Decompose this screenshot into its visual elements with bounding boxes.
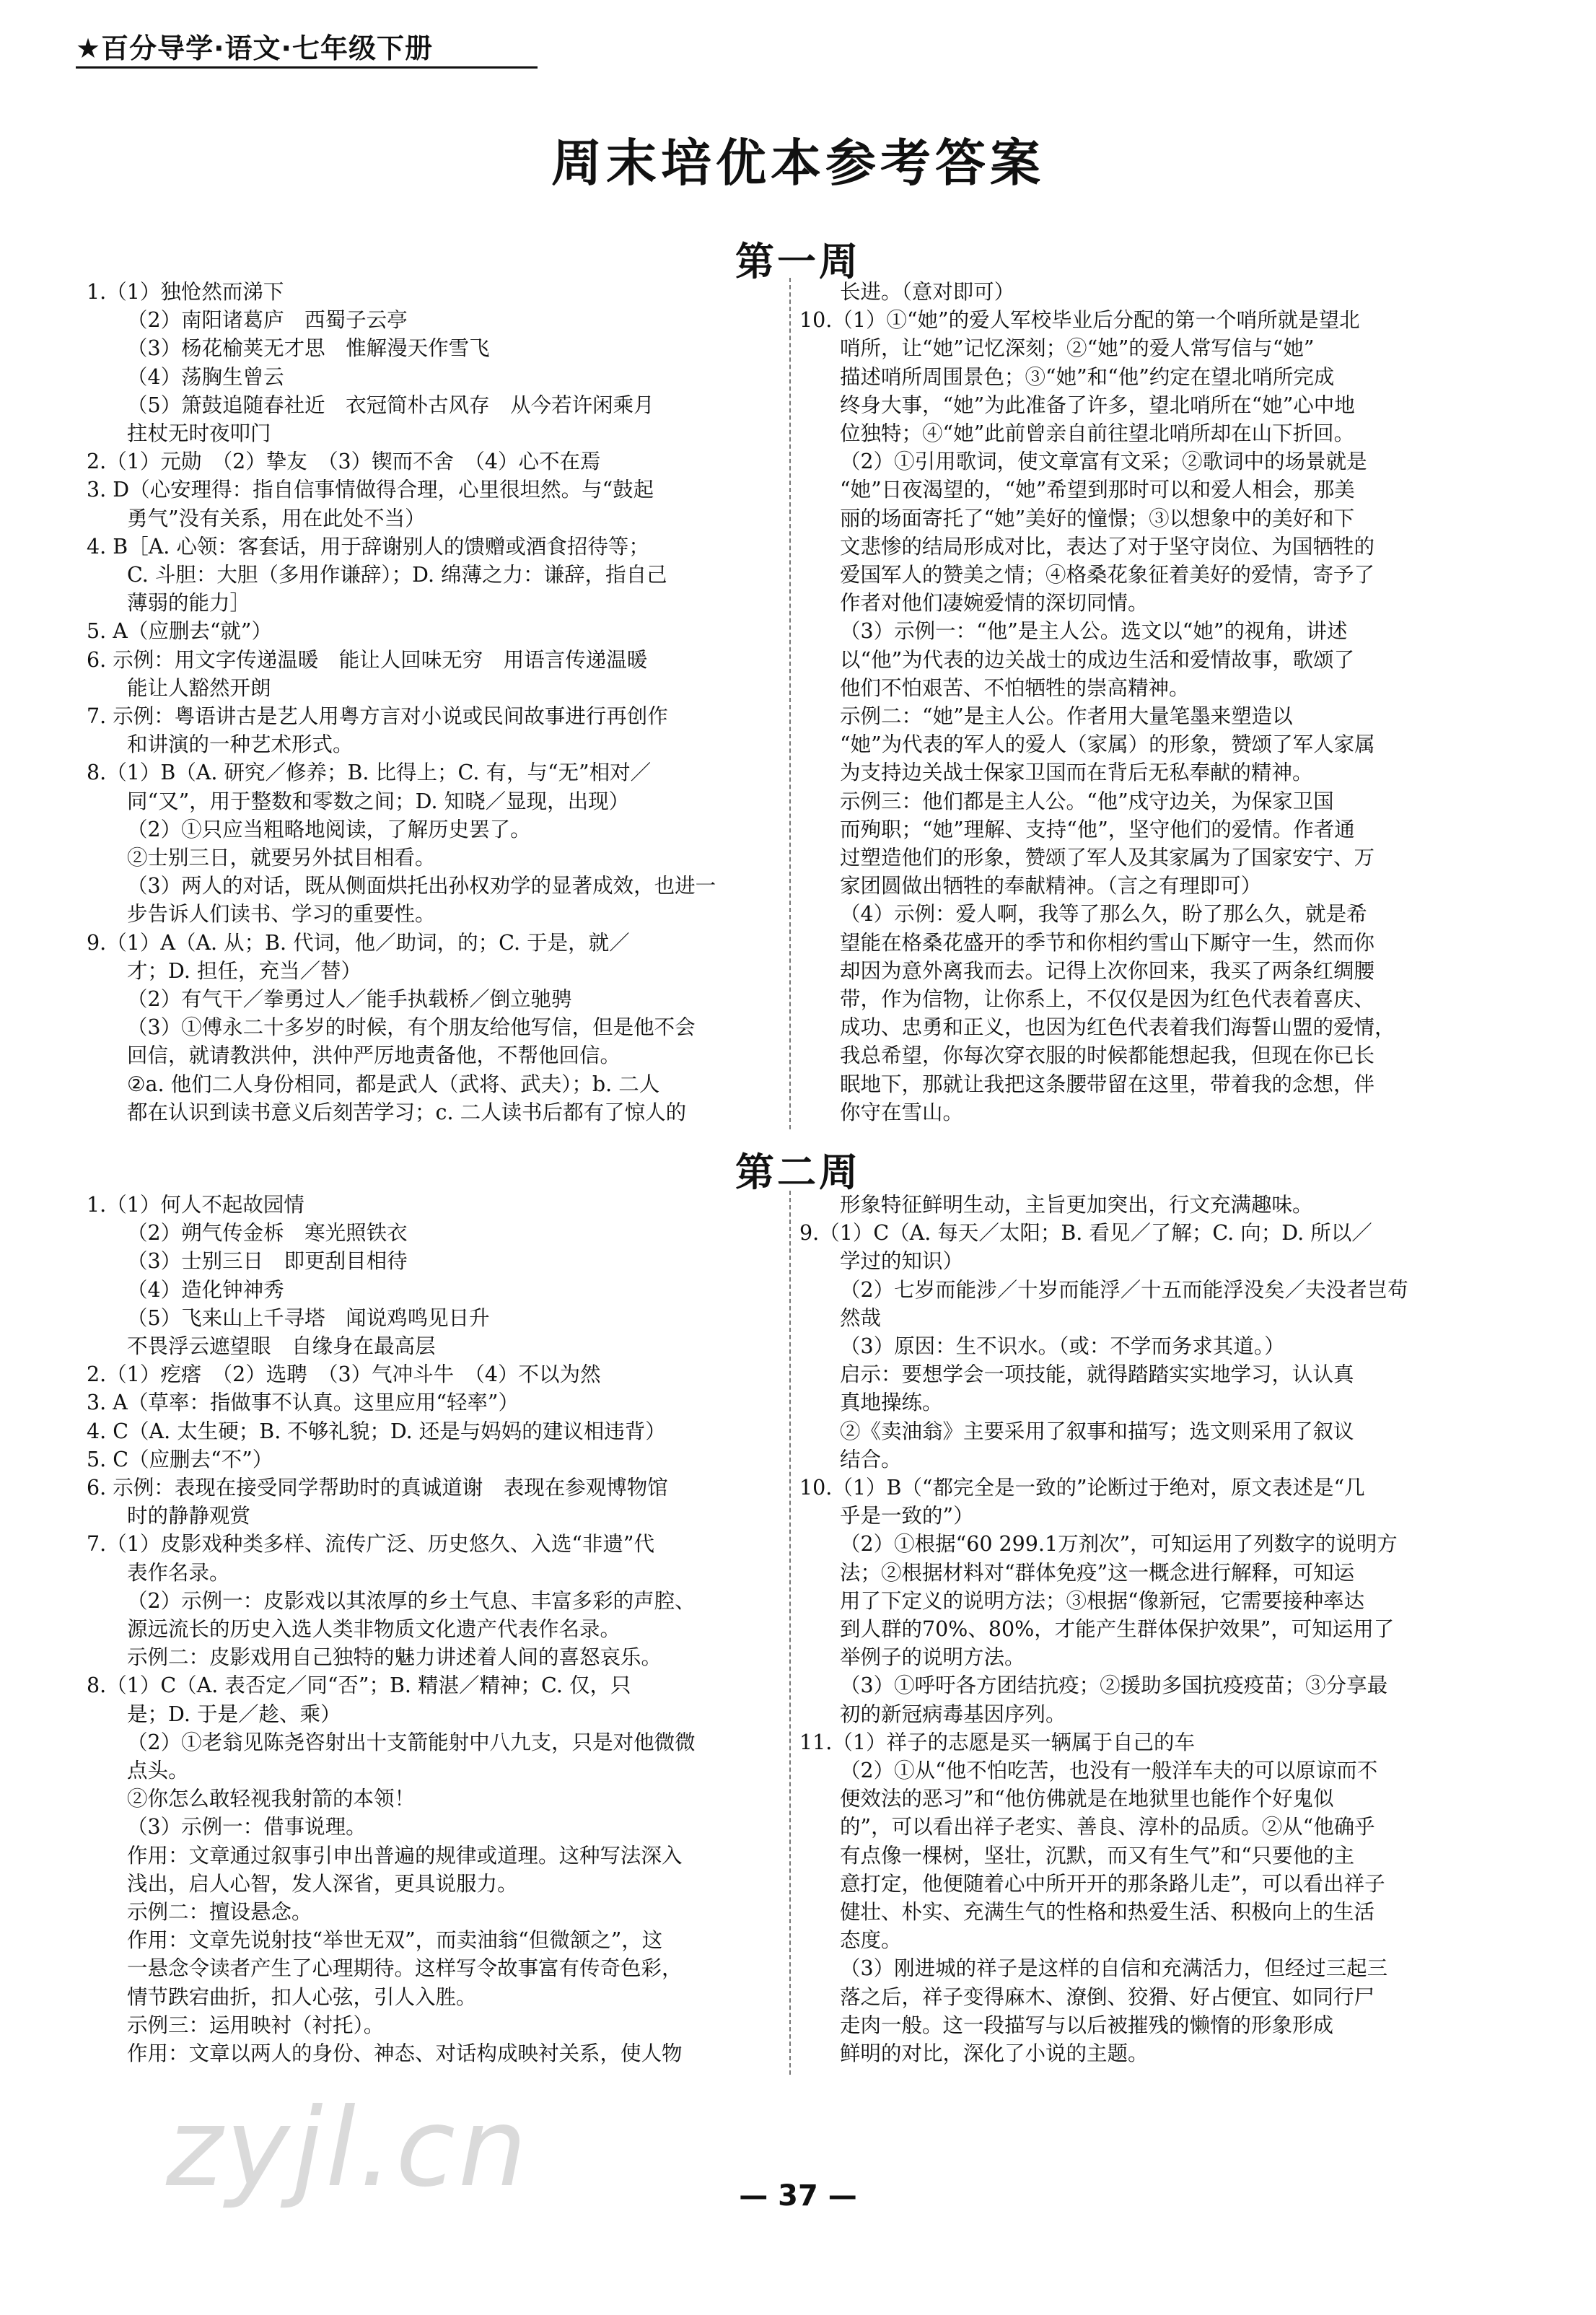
answer-line: 回信，就请教洪仲，洪仲严厉地责备他，不帮他回信。 (127, 1043, 621, 1068)
answer-line: 家团圆做出牺牲的奉献精神。（言之有理即可） (840, 874, 1262, 898)
answer-line: 3. D（心安理得：指自信事情做得合理，心里很坦然。与“鼓起 (87, 478, 654, 502)
week1-left-column (87, 278, 768, 1126)
answer-line: 2.（1）疙瘩 （2）选聘 （3）气冲斗牛 （4）不以为然 (87, 1362, 601, 1387)
answer-line: （2）①只应当粗略地阅读，了解历史罢了。 (127, 817, 531, 841)
answer-line: 作用：文章以两人的身份、神态、对话构成映衬关系，使人物 (127, 2042, 683, 2066)
watermark: zyjl.cn (166, 2086, 530, 2211)
answer-line: 的”，可以看出祥子老实、善良、淳朴的品质。②从“他确乎 (840, 1815, 1375, 1839)
answer-line: 我总希望，你每次穿衣服的时候都能想起我，但现在你已长 (840, 1043, 1375, 1068)
answer-line: 8.（1）B（A. 研究／修养；B. 比得上；C. 有，与“无”相对／ (87, 761, 652, 785)
answer-line: 11.（1）祥子的志愿是买一辆属于自己的车 (799, 1730, 1195, 1754)
answer-line: 形象特征鲜明生动，主旨更加突出，行文充满趣味。 (840, 1193, 1313, 1217)
answer-line: ②士别三日，就要另外拭目相看。 (127, 846, 436, 870)
answer-line: 举例子的说明方法。 (840, 1645, 1025, 1670)
answer-line: 描述哨所周围景色；③“她”和“他”约定在望北哨所完成 (840, 364, 1335, 389)
week2-right-column (799, 1191, 1481, 2067)
answer-line: （2）①引用歌词，使文章富有文采；②歌词中的场景就是 (840, 450, 1367, 474)
answer-line: 示例二：“她”是主人公。作者用大量笔墨来塑造以 (840, 704, 1293, 729)
answer-line: （4）示例：爱人啊，我等了那么久，盼了那么久，就是希 (840, 902, 1367, 927)
answer-line: 真地操练。 (840, 1391, 943, 1415)
answer-line: （2）①老翁见陈尧咨射出十支箭能射中八九支，只是对他微微 (127, 1730, 696, 1754)
answer-line: 眠地下，那就让我把这条腰带留在这里，带着我的念想，伴 (840, 1072, 1375, 1096)
week2-title: 第二周 (735, 1150, 861, 1195)
answer-line: （3）杨花榆荚无才思 惟解漫天作雪飞 (127, 336, 490, 361)
answer-line: 6. 示例：表现在接受同学帮助时的真诚道谢 表现在参观博物馆 (87, 1476, 668, 1500)
answer-line: 和讲演的一种艺术形式。 (127, 732, 354, 757)
answer-line: 6. 示例：用文字传递温暖 能让人回味无穷 用语言传递温暖 (87, 647, 648, 672)
column-divider-2 (789, 1191, 791, 2075)
answer-line: （3）示例一：“他”是主人公。选文以“她”的视角，讲述 (840, 619, 1348, 644)
answer-line: 作者对他们凄婉爱情的深切同情。 (840, 591, 1149, 616)
answer-line: 是；D. 于是／趁、乘） (127, 1702, 341, 1726)
answer-line: 4. C（A. 太生硬；B. 不够礼貌；D. 还是与妈妈的建议相违背） (87, 1419, 666, 1443)
answer-line: 才；D. 担任，充当／替） (127, 958, 361, 983)
answer-line: 5. C（应删去“不”） (87, 1447, 273, 1471)
answer-line: 你守在雪山。 (840, 1100, 964, 1124)
answer-line: 10.（1）B（“都完全是一致的”论断过于绝对，原文表述是“几 (799, 1476, 1365, 1500)
answer-line: 10.（1）①“她”的爱人军校毕业后分配的第一个哨所就是望北 (799, 308, 1360, 333)
answer-line: （4）造化钟神秀 (127, 1277, 284, 1302)
answer-line: 用了下定义的说明方法；③根据“像新冠，它需要接种率达 (840, 1588, 1365, 1613)
answer-line: 到人群的70%、80%，才能产生群体保护效果”，可知运用了 (840, 1617, 1395, 1642)
answer-line: 4. B［A. 心领：客套话，用于辞谢别人的馈赠或酒食招待等； (87, 534, 649, 559)
answer-line: 5. A（应删去“就”） (87, 619, 272, 644)
answer-line: 9.（1）A（A. 从；B. 代词，他／助词，的；C. 于是，就／ (87, 930, 630, 955)
answer-line: 意打定，他便随着心中所开开的那条路儿走”，可以看出祥子 (840, 1871, 1385, 1896)
answer-line: ②你怎么敢轻视我射箭的本领！ (127, 1787, 416, 1811)
answer-line: 时的静静观赏 (127, 1504, 251, 1528)
answer-line: 步告诉人们读书、学习的重要性。 (127, 902, 436, 927)
answer-line: 能让人豁然开朗 (127, 675, 271, 700)
answer-line: 表作名录。 (127, 1560, 230, 1585)
answer-line: ②《卖油翁》主要采用了叙事和描写；选文则采用了叙议 (840, 1419, 1354, 1443)
answer-line: 都在认识到读书意义后刻苦学习；c. 二人读书后都有了惊人的 (127, 1100, 687, 1124)
column-divider (789, 278, 791, 1129)
answer-line: 作用：文章通过叙事引申出普遍的规律或道理。这种写法深入 (127, 1843, 683, 1868)
answer-line: 态度。 (840, 1928, 902, 1953)
answer-line: 结合。 (840, 1447, 902, 1471)
answer-line: 7. 示例：粤语讲古是艺人用粤方言对小说或民间故事进行再创作 (87, 704, 668, 729)
answer-line: 落之后，祥子变得麻木、潦倒、狡猾、好占便宜、如同行尸 (840, 1984, 1375, 2009)
answer-line: 鲜明的对比，深化了小说的主题。 (840, 2042, 1149, 2066)
answer-line: 学过的知识） (840, 1249, 964, 1274)
answer-line: 以“他”为代表的边关战士的成边生活和爱情故事，歌颂了 (840, 647, 1355, 672)
answer-line: （5）飞来山上千寻塔 闻说鸡鸣见日升 (127, 1305, 490, 1330)
answer-line: 1.（1）何人不起故园情 (87, 1193, 304, 1217)
answer-line: 位独特；④“她”此前曾亲自前往望北哨所却在山下折回。 (840, 421, 1355, 446)
answer-line: 3. A（草率：指做事不认真。这里应用“轻率”） (87, 1391, 519, 1415)
answer-line: 1.（1）独怆然而涕下 (87, 280, 284, 304)
answer-line: 过塑造他们的形象，赞颂了军人及其家属为了国家安宁、万 (840, 846, 1375, 870)
answer-line: 不畏浮云遮望眼 自缘身在最高层 (127, 1334, 436, 1359)
answer-line: （2）朔气传金柝 寒光照铁衣 (127, 1221, 408, 1246)
answer-line: 健壮、朴实、充满生气的性格和热爱生活、积极向上的生活 (840, 1900, 1375, 1925)
answer-line: 同“又”，用于整数和零数之间；D. 知晓／显现，出现） (127, 789, 630, 813)
week1-title: 第一周 (735, 239, 861, 284)
answer-line: 点头。 (127, 1759, 189, 1783)
answer-line: 有点像一棵树，坚壮，沉默，而又有生气”和“只要他的主 (840, 1843, 1355, 1868)
answer-line: 丽的场面寄托了“她”美好的憧憬；③以想象中的美好和下 (840, 506, 1355, 530)
book-header: ★百分导学·语文·七年级下册 (76, 32, 433, 64)
answer-line: 作用：文章先说射技“举世无双”，而卖油翁“但微颔之”，这 (127, 1928, 663, 1953)
page-number: — 37 — (739, 2179, 857, 2213)
week2-left-column (87, 1191, 768, 2067)
answer-line: 薄弱的能力］ (127, 591, 251, 616)
answer-line: （2）①从“他不怕吃苦，也没有一般洋车夫的可以原谅而不 (840, 1759, 1378, 1783)
answer-line: ②a. 他们二人身份相同，都是武人（武将、武夫）；b. 二人 (127, 1072, 660, 1096)
answer-line: 一悬念令读者产生了心理期待。这样写令故事富有传奇色彩， (127, 1956, 683, 1981)
answer-line: （2）有气干／拳勇过人／能手执载桥／倒立驰骋 (127, 987, 572, 1012)
answer-line: （3）①呼吁各方团结抗疫；②援助多国抗疫疫苗；③分享最 (840, 1673, 1388, 1698)
answer-line: （2）七岁而能涉／十岁而能浮／十五而能浮没矣／夫没者岂苟 (840, 1277, 1408, 1302)
answer-line: 却因为意外离我而去。记得上次你回来，我买了两条红绸腰 (840, 958, 1375, 983)
answer-line: （4）荡胸生曾云 (127, 364, 284, 389)
answer-line: 而殉职；“她”理解、支持“他”，坚守他们的爱情。作者通 (840, 817, 1355, 841)
answer-line: 初的新冠病毒基因序列。 (840, 1702, 1066, 1726)
answer-line: 长进。（意对即可） (840, 280, 1015, 304)
answer-line: （3）原因：生不识水。（或：不学而务求其道。） (840, 1334, 1285, 1359)
answer-line: （5）箫鼓追随春社近 衣冠简朴古风存 从今若许闲乘月 (127, 393, 654, 417)
answer-line: 为支持边关战士保家卫国而在背后无私奉献的精神。 (840, 761, 1313, 785)
answer-line: 走肉一般。这一段描写与以后被摧残的懒惰的形象形成 (840, 2013, 1334, 2037)
answer-line: 然哉 (840, 1305, 882, 1330)
answer-line: （2）示例一：皮影戏以其浓厚的乡土气息、丰富多彩的声腔、 (127, 1588, 696, 1613)
answer-line: 拄杖无时夜叩门 (127, 421, 271, 446)
answer-line: （3）两人的对话，既从侧面烘托出孙权劝学的显著成效，也进一 (127, 874, 716, 898)
answer-line: （2）南阳诸葛庐 西蜀子云亭 (127, 308, 408, 333)
answer-line: （3）示例一：借事说理。 (127, 1815, 367, 1839)
answer-line: 8.（1）C（A. 表否定／同“否”；B. 精湛／精神；C. 仅，只 (87, 1673, 631, 1698)
answer-line: 文悲惨的结局形成对比，表达了对于坚守岗位、为国牺牲的 (840, 534, 1375, 559)
answer-line: 终身大事，“她”为此准备了许多，望北哨所在“她”心中地 (840, 393, 1355, 417)
page-title: 周末培优本参考答案 (551, 134, 1045, 193)
answer-line: 示例三：他们都是主人公。“他”戍守边关，为保家卫国 (840, 789, 1334, 813)
answer-line: （2）①根据“60 299.1万剂次”，可知运用了列数字的说明方 (840, 1532, 1398, 1557)
answer-line: 情节跌宕曲折，扣人心弦，引人入胜。 (127, 1984, 477, 2009)
answer-line: C. 斗胆：大胆（多用作谦辞）；D. 绵薄之力：谦辞，指自己 (127, 563, 667, 587)
answer-line: 望能在格桑花盛开的季节和你相约雪山下厮守一生，然而你 (840, 930, 1375, 955)
answer-line: 勇气”没有关系，用在此处不当） (127, 506, 426, 530)
answer-line: 法；②根据材料对“群体免疫”这一概念进行解释，可知运 (840, 1560, 1355, 1585)
week1-right-column (799, 278, 1481, 1126)
answer-line: （3）士别三日 即更刮目相待 (127, 1249, 408, 1274)
answer-line: 7.（1）皮影戏种类多样、流传广泛、历史悠久、入选“非遗”代 (87, 1532, 654, 1557)
answer-line: 带，作为信物，让你系上，不仅仅是因为红色代表着喜庆、 (840, 987, 1375, 1012)
answer-line: 启示：要想学会一项技能，就得踏踏实实地学习，认认真 (840, 1362, 1354, 1387)
answer-line: （3）刚进城的祥子是这样的自信和充满活力，但经过三起三 (840, 1956, 1388, 1981)
answer-line: 2.（1）元勋 （2）挚友 （3）锲而不舍 （4）心不在焉 (87, 450, 601, 474)
header-rule (76, 66, 538, 69)
answer-line: “她”为代表的军人的爱人（家属）的形象，赞颂了军人家属 (840, 732, 1375, 757)
answer-line: 便效法的恶习”和“他仿佛就是在地狱里也能作个好鬼似 (840, 1787, 1334, 1811)
answer-line: 浅出，启人心智，发人深省，更具说服力。 (127, 1871, 518, 1896)
answer-line: 爱国军人的赞美之情；④格桑花象征着美好的爱情，寄予了 (840, 563, 1375, 587)
answer-line: 成功、忠勇和正义，也因为红色代表着我们海誓山盟的爱情， (840, 1015, 1395, 1040)
answer-line: （3）①傅永二十多岁的时候，有个朋友给他写信，但是他不会 (127, 1015, 696, 1040)
answer-line: 示例二：皮影戏用自己独特的魅力讲述着人间的喜怒哀乐。 (127, 1645, 662, 1670)
answer-line: 示例三：运用映衬（衬托）。 (127, 2013, 385, 2037)
answer-line: 哨所，让“她”记忆深刻；②“她”的爱人常写信与“她” (840, 336, 1315, 361)
answer-line: 源远流长的历史入选人类非物质文化遗产代表作名录。 (127, 1617, 621, 1642)
answer-line: 示例二：擅设悬念。 (127, 1900, 312, 1925)
answer-line: 9.（1）C（A. 每天／太阳；B. 看见／了解；C. 向；D. 所以／ (799, 1221, 1372, 1246)
answer-line: 他们不怕艰苦、不怕牺牲的崇高精神。 (840, 675, 1190, 700)
answer-line: “她”日夜渴望的，“她”希望到那时可以和爱人相会，那美 (840, 478, 1355, 502)
answer-line: 乎是一致的”） (840, 1504, 974, 1528)
